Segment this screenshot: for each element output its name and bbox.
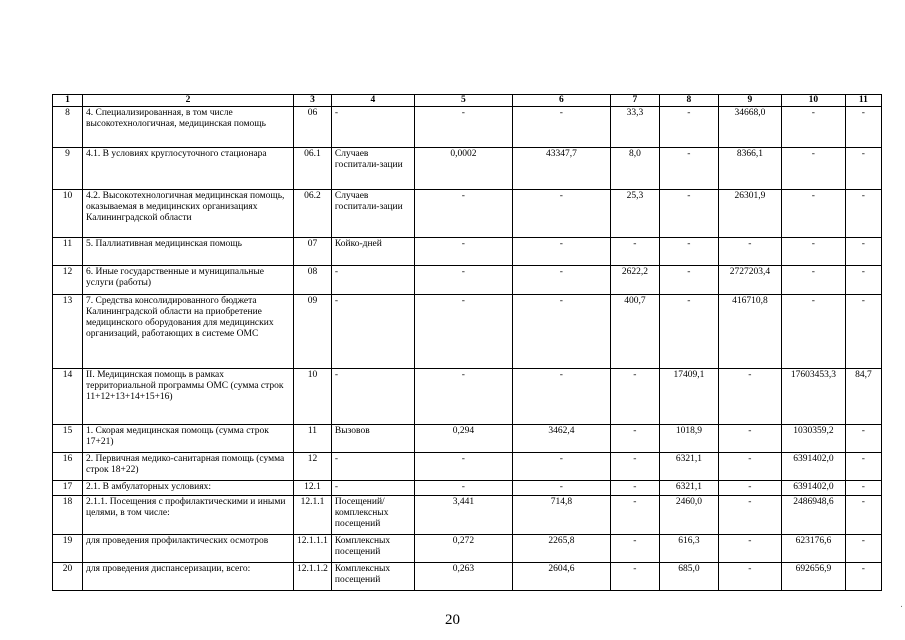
column-number-cell: 9 — [718, 95, 781, 107]
table-cell: 06.1 — [294, 148, 332, 190]
table-cell: - — [331, 481, 414, 496]
table-cell: 2460,0 — [659, 496, 718, 535]
column-number-cell: 4 — [331, 95, 414, 107]
table-cell: 20 — [53, 563, 83, 591]
table-cell: - — [781, 190, 845, 238]
table-cell: 2265,8 — [512, 535, 610, 563]
table-cell: 2. Первичная медико-санитарная помощь (сумма строк 18+22) — [83, 453, 294, 481]
table-cell: - — [512, 190, 610, 238]
table-cell: - — [414, 453, 512, 481]
table-cell: - — [845, 148, 881, 190]
table-cell: 34668,0 — [718, 107, 781, 148]
table-cell: 9 — [53, 148, 83, 190]
table-cell: Случаев госпитали-зации — [331, 190, 414, 238]
table-cell: - — [331, 453, 414, 481]
column-number-cell: 10 — [781, 95, 845, 107]
table-cell: - — [414, 238, 512, 266]
table-cell: 11 — [53, 238, 83, 266]
table-cell: - — [610, 481, 659, 496]
table-cell: 14 — [53, 369, 83, 425]
table-cell: 692656,9 — [781, 563, 845, 591]
table-cell: - — [659, 190, 718, 238]
table-cell: 84,7 — [845, 369, 881, 425]
column-number-cell: 11 — [845, 95, 881, 107]
column-number-cell: 2 — [83, 95, 294, 107]
table-cell: - — [718, 238, 781, 266]
table-cell: 17 — [53, 481, 83, 496]
table-cell: 12.1.1.2 — [294, 563, 332, 591]
table-cell: 8,0 — [610, 148, 659, 190]
table-cell: - — [512, 238, 610, 266]
table-cell: - — [610, 369, 659, 425]
table-cell: II. Медицинская помощь в рамках территориальной программы ОМС (сумма строк 11+12+13+14+15+16) — [83, 369, 294, 425]
table-cell: - — [845, 295, 881, 369]
table-cell: 17409,1 — [659, 369, 718, 425]
table-cell: - — [414, 369, 512, 425]
table-cell: - — [512, 107, 610, 148]
table-cell: - — [610, 496, 659, 535]
table-cell: - — [845, 190, 881, 238]
table-cell: - — [414, 295, 512, 369]
table-cell: 12 — [294, 453, 332, 481]
table-cell: 07 — [294, 238, 332, 266]
table-row — [53, 190, 882, 238]
table-row — [53, 481, 882, 496]
table-row — [53, 295, 882, 369]
table-cell: - — [610, 453, 659, 481]
column-number-cell: 6 — [512, 95, 610, 107]
table-cell: - — [610, 563, 659, 591]
table-cell: 43347,7 — [512, 148, 610, 190]
table-cell: - — [845, 481, 881, 496]
table-cell: Вызовов — [331, 425, 414, 453]
table-cell: 0,294 — [414, 425, 512, 453]
table-cell: 0,272 — [414, 535, 512, 563]
table-cell: 2.1.1. Посещения с профилактическими и иными целями, в том числе: — [83, 496, 294, 535]
table-cell: - — [718, 453, 781, 481]
table-row — [53, 563, 882, 591]
table-cell: 08 — [294, 266, 332, 295]
column-number-cell: 1 — [53, 95, 83, 107]
table-cell: - — [659, 238, 718, 266]
table-cell: - — [845, 496, 881, 535]
table-cell: - — [512, 295, 610, 369]
table-cell: - — [718, 496, 781, 535]
table-cell: - — [414, 190, 512, 238]
table-cell: Случаев госпитали-зации — [331, 148, 414, 190]
table-cell: 25,3 — [610, 190, 659, 238]
table-row — [53, 238, 882, 266]
table-cell: 1. Скорая медицинская помощь (сумма строк 17+21) — [83, 425, 294, 453]
table-cell: 714,8 — [512, 496, 610, 535]
table-cell: - — [512, 453, 610, 481]
table-cell: - — [331, 369, 414, 425]
table-cell: 3,441 — [414, 496, 512, 535]
table-cell: 4. Специализированная, в том числе высокотехнологичная, медицинская помощь — [83, 107, 294, 148]
table-cell: 26301,9 — [718, 190, 781, 238]
table-cell: - — [781, 238, 845, 266]
table-cell: 0,0002 — [414, 148, 512, 190]
table-cell: 12 — [53, 266, 83, 295]
table-cell: - — [718, 535, 781, 563]
table-cell: 2604,6 — [512, 563, 610, 591]
table-cell: - — [845, 107, 881, 148]
table-cell: 6. Иные государственные и муниципальные услуги (работы) — [83, 266, 294, 295]
table-cell: 13 — [53, 295, 83, 369]
table-cell: 4.1. В условиях круглосуточного стационара — [83, 148, 294, 190]
table-cell: 7. Средства консолидированного бюджета Калининградской области на приобретение медицинского оборудования для медицинских организаций, работающих в системе ОМС — [83, 295, 294, 369]
table-cell: - — [331, 107, 414, 148]
table-cell: 06.2 — [294, 190, 332, 238]
table-row — [53, 425, 882, 453]
table-cell: - — [781, 295, 845, 369]
table-cell: - — [845, 535, 881, 563]
table-cell: - — [414, 107, 512, 148]
table-cell: 19 — [53, 535, 83, 563]
table-cell: 416710,8 — [718, 295, 781, 369]
table-cell: - — [414, 266, 512, 295]
table-cell: - — [845, 238, 881, 266]
table-cell: 6321,1 — [659, 453, 718, 481]
table-cell: - — [718, 369, 781, 425]
table-cell: 5. Паллиативная медицинская помощь — [83, 238, 294, 266]
table-cell: - — [331, 266, 414, 295]
table-cell: Койко-дней — [331, 238, 414, 266]
table-cell: - — [610, 238, 659, 266]
table-cell: - — [718, 481, 781, 496]
table-cell: - — [512, 266, 610, 295]
table-cell: для проведения профилактических осмотров — [83, 535, 294, 563]
table-cell: - — [659, 266, 718, 295]
table-cell: - — [845, 563, 881, 591]
table-cell: 12.1 — [294, 481, 332, 496]
table-cell: 8 — [53, 107, 83, 148]
table-cell: 06 — [294, 107, 332, 148]
table-cell: 623176,6 — [781, 535, 845, 563]
table-row — [53, 266, 882, 295]
table-cell: 685,0 — [659, 563, 718, 591]
table-cell: - — [512, 369, 610, 425]
table-row — [53, 453, 882, 481]
table-cell: - — [781, 266, 845, 295]
table-row — [53, 148, 882, 190]
table-row — [53, 107, 882, 148]
table-cell: 4.2. Высокотехнологичная медицинская помощь, оказываемая в медицинских организациях Калининградской области — [83, 190, 294, 238]
table-body — [53, 95, 882, 591]
table-cell: Комплексных посещений — [331, 563, 414, 591]
table-cell: 2486948,6 — [781, 496, 845, 535]
table-cell: 15 — [53, 425, 83, 453]
table-cell: 11 — [294, 425, 332, 453]
table-cell: 616,3 — [659, 535, 718, 563]
table-cell: - — [781, 107, 845, 148]
table-cell: 6391402,0 — [781, 453, 845, 481]
corner-mark: . — [900, 600, 903, 610]
table-cell: для проведения диспансеризации, всего: — [83, 563, 294, 591]
table-cell: 6321,1 — [659, 481, 718, 496]
table-cell: 12.1.1.1 — [294, 535, 332, 563]
table-cell: - — [512, 481, 610, 496]
table-cell: 0,263 — [414, 563, 512, 591]
table-cell: 2622,2 — [610, 266, 659, 295]
table-cell: 12.1.1 — [294, 496, 332, 535]
table-cell: 10 — [53, 190, 83, 238]
table-row — [53, 369, 882, 425]
table-cell: 8366,1 — [718, 148, 781, 190]
table-cell: 1030359,2 — [781, 425, 845, 453]
table-cell: Комплексных посещений — [331, 535, 414, 563]
column-number-cell: 8 — [659, 95, 718, 107]
page-number: 20 — [445, 612, 460, 628]
table-row — [53, 496, 882, 535]
table-cell: 09 — [294, 295, 332, 369]
table-cell: - — [610, 425, 659, 453]
table-cell: 2727203,4 — [718, 266, 781, 295]
table-cell: 10 — [294, 369, 332, 425]
table-cell: - — [718, 563, 781, 591]
column-number-row — [53, 95, 882, 107]
table-cell: 6391402,0 — [781, 481, 845, 496]
table-row — [53, 535, 882, 563]
table-cell: - — [659, 295, 718, 369]
table-cell: 18 — [53, 496, 83, 535]
data-table — [52, 94, 882, 591]
column-number-cell: 7 — [610, 95, 659, 107]
table-cell: 17603453,3 — [781, 369, 845, 425]
table-cell: 1018,9 — [659, 425, 718, 453]
table-cell: 2.1. В амбулаторных условиях: — [83, 481, 294, 496]
table-cell: - — [845, 425, 881, 453]
table-cell: - — [845, 453, 881, 481]
table-cell: 33,3 — [610, 107, 659, 148]
table-cell: 16 — [53, 453, 83, 481]
table-cell: - — [659, 148, 718, 190]
table-cell: 400,7 — [610, 295, 659, 369]
table-cell: - — [414, 481, 512, 496]
table-cell: - — [781, 148, 845, 190]
table-cell: - — [331, 295, 414, 369]
column-number-cell: 5 — [414, 95, 512, 107]
table-cell: - — [659, 107, 718, 148]
table-cell: 3462,4 — [512, 425, 610, 453]
table-cell: Посещений/ комплексных посещений — [331, 496, 414, 535]
table-cell: - — [718, 425, 781, 453]
table-cell: - — [610, 535, 659, 563]
table-cell: - — [845, 266, 881, 295]
column-number-cell: 3 — [294, 95, 332, 107]
